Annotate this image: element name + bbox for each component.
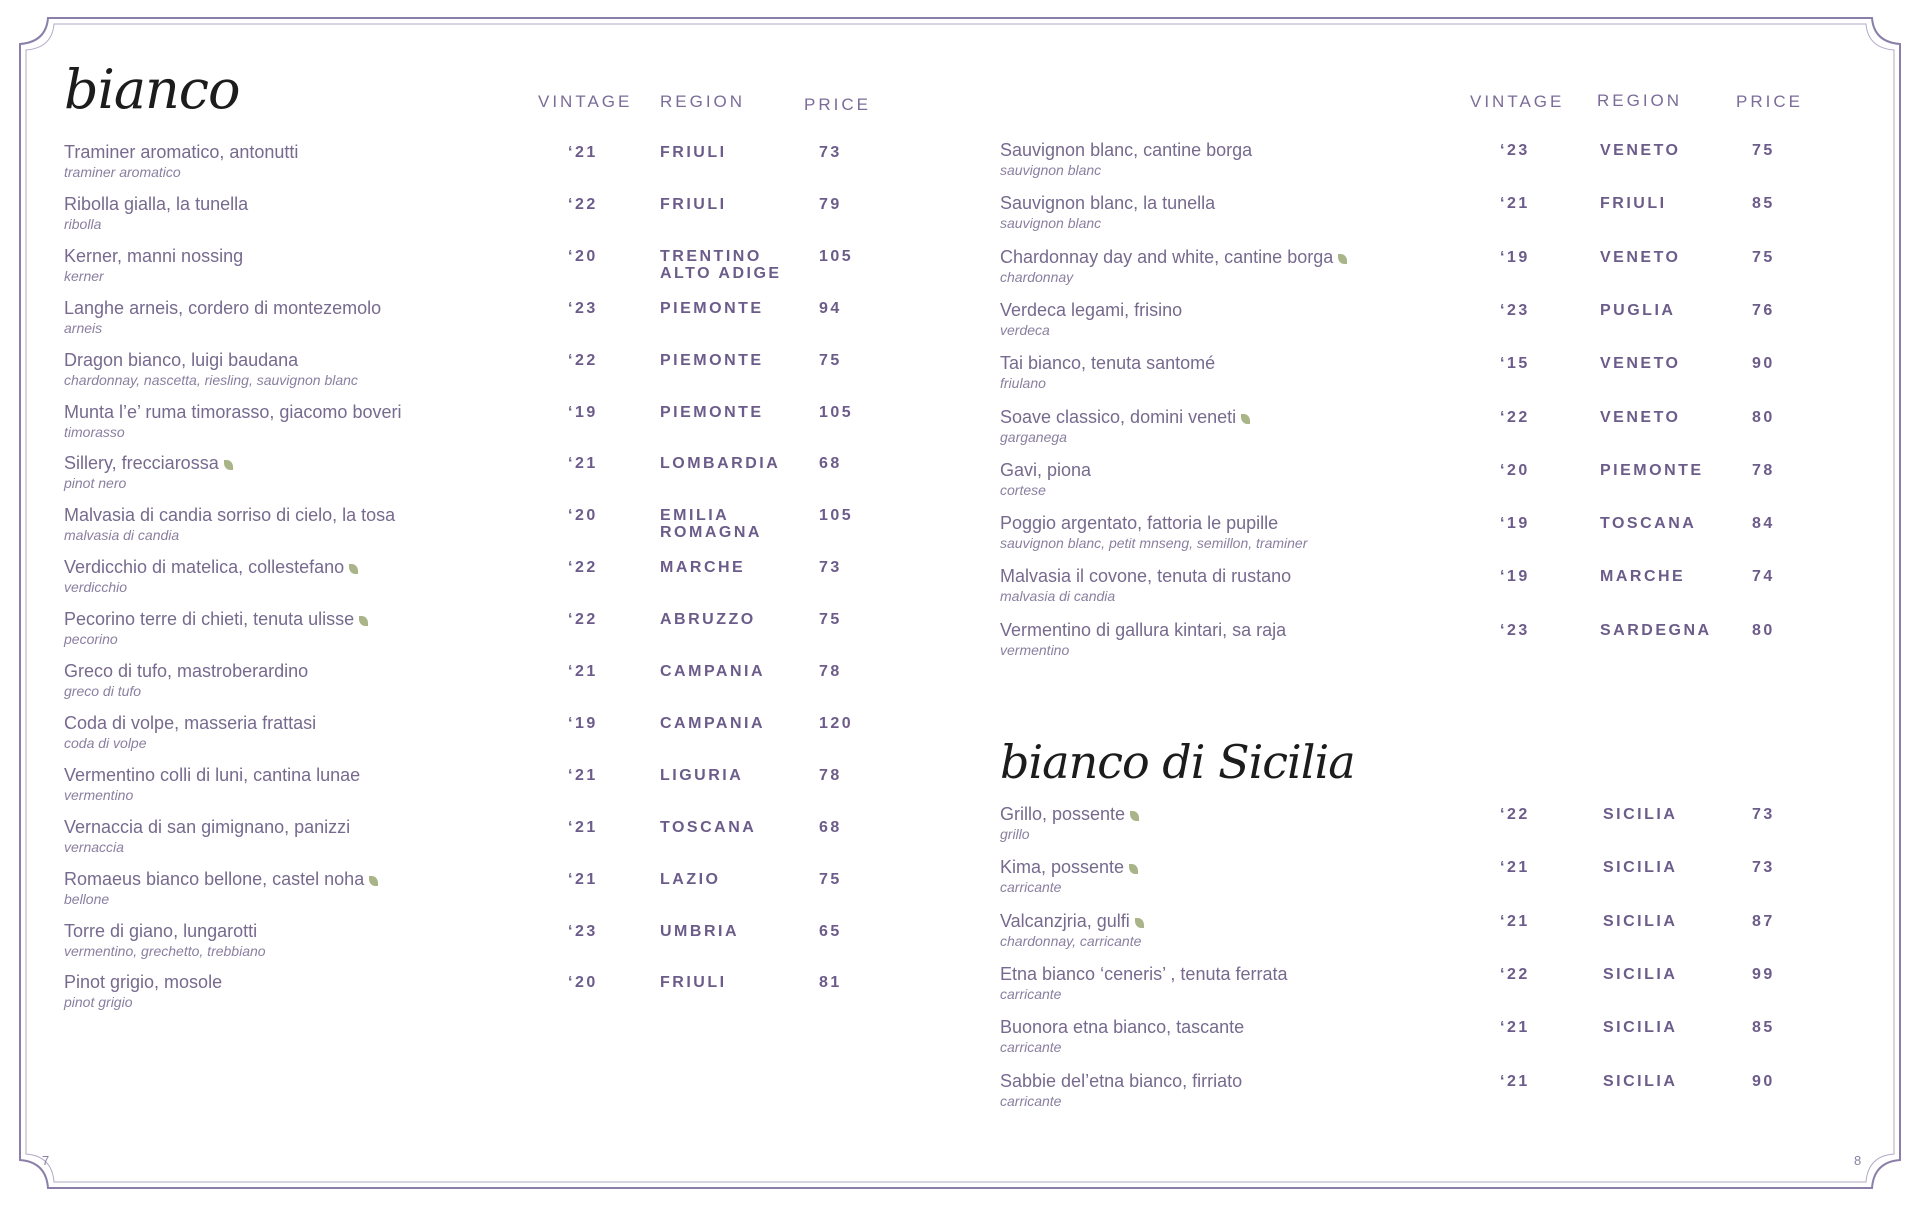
wine-price: 79 — [819, 195, 842, 213]
grape-variety: friulano — [1000, 375, 1046, 392]
wine-row — [1000, 804, 1850, 854]
wine-vintage: ‘19 — [1500, 568, 1530, 586]
wine-row — [1000, 620, 1850, 670]
wine-name-text: Verdeca legami, frisino — [1000, 299, 1183, 320]
wine-name-text: Pecorino terre di chieti, tenuta ulisse — [64, 609, 355, 630]
wine-price: 65 — [819, 922, 842, 940]
wine-row — [64, 246, 904, 296]
wine-vintage: ‘21 — [1500, 195, 1530, 213]
wine-name — [1000, 911, 1144, 932]
wine-name-text: Verdicchio di matelica, collestefano — [64, 557, 345, 578]
wine-vintage: ‘21 — [1500, 1072, 1530, 1090]
wine-name — [1000, 140, 1252, 161]
wine-name-text: Valcanzjria, gulfi — [1000, 910, 1130, 931]
grape-variety: carricante — [1000, 879, 1062, 896]
wine-name — [64, 557, 358, 578]
wine-name — [64, 350, 298, 371]
wine-price: 74 — [1752, 568, 1775, 586]
wine-price: 80 — [1752, 621, 1775, 639]
wine-vintage: ‘21 — [1500, 1019, 1530, 1037]
wine-name — [1000, 247, 1347, 268]
wine-price: 120 — [819, 714, 854, 732]
wine-region: SICILIA — [1603, 806, 1678, 823]
wine-price: 90 — [1752, 1072, 1775, 1090]
wine-row — [64, 765, 904, 815]
wine-name — [64, 609, 368, 630]
wine-region: MARCHE — [1600, 568, 1686, 586]
wine-vintage: ‘21 — [568, 663, 598, 680]
wine-vintage: ‘23 — [1500, 301, 1530, 319]
wine-region: FRIULI — [660, 195, 727, 213]
wine-row — [1000, 911, 1850, 961]
wine-name — [1000, 566, 1291, 587]
grape-variety: grillo — [1000, 826, 1030, 842]
grape-variety: sauvignon blanc — [1000, 215, 1102, 232]
grape-variety: sauvignon blanc, petit mnseng, semillon, traminer — [1000, 535, 1308, 552]
wine-vintage: ‘21 — [568, 818, 598, 836]
wine-name — [1000, 353, 1215, 374]
grape-variety: carricante — [1000, 1039, 1062, 1056]
wine-vintage: ‘23 — [1500, 621, 1530, 639]
leaf-icon — [224, 460, 233, 470]
wine-region: PIEMONTE — [660, 351, 764, 369]
wine-price: 81 — [819, 974, 842, 992]
grape-variety: vermentino — [1000, 641, 1070, 658]
wine-region: PIEMONTE — [660, 403, 764, 421]
wine-name — [1000, 193, 1215, 214]
wine-region: TOSCANA — [660, 818, 757, 836]
wine-row — [1000, 300, 1850, 350]
wine-name — [64, 142, 298, 163]
grape-variety: pecorino — [64, 631, 118, 648]
wine-region: VENETO — [1600, 355, 1681, 373]
wine-name-text: Sauvignon blanc, cantine borga — [1000, 140, 1253, 160]
wine-name — [1000, 620, 1286, 641]
wine-region: SICILIA — [1603, 912, 1678, 930]
wine-vintage: ‘22 — [568, 611, 598, 629]
wine-name-text: Soave classico, domini veneti — [1000, 406, 1237, 427]
wine-row — [64, 921, 904, 971]
wine-region: UMBRIA — [660, 922, 739, 940]
wine-region: VENETO — [1600, 142, 1681, 159]
wine-region: LAZIO — [660, 870, 721, 888]
wine-row — [64, 402, 904, 452]
wine-row — [64, 557, 904, 607]
column-header-region: REGION — [1597, 91, 1683, 110]
wine-vintage: ‘22 — [568, 351, 598, 369]
wine-name-text: Vernaccia di san gimignano, panizzi — [64, 816, 351, 837]
wine-vintage: ‘19 — [568, 714, 598, 732]
wine-name-text: Malvasia il covone, tenuta di rustano — [1000, 566, 1292, 587]
wine-row — [1000, 513, 1850, 563]
wine-vintage: ‘22 — [1500, 806, 1530, 823]
wine-name — [64, 453, 233, 474]
wine-name — [64, 921, 257, 942]
wine-vintage: ‘20 — [1500, 461, 1530, 479]
wine-vintage: ‘21 — [568, 144, 598, 161]
wine-vintage: ‘15 — [1500, 355, 1530, 373]
wine-vintage: ‘19 — [568, 403, 598, 421]
wine-name — [1000, 460, 1091, 481]
wine-row — [1000, 353, 1850, 403]
wine-price: 75 — [819, 611, 842, 629]
wine-name — [1000, 1071, 1242, 1092]
wine-row — [1000, 247, 1850, 297]
wine-region: SARDEGNA — [1600, 621, 1712, 639]
wine-price: 90 — [1752, 355, 1775, 373]
wine-vintage: ‘23 — [1500, 142, 1530, 159]
grape-variety: ribolla — [64, 215, 102, 232]
wine-price: 105 — [819, 247, 854, 265]
wine-row — [64, 194, 904, 244]
wine-name-text: Pinot grigio, mosole — [64, 972, 223, 993]
grape-variety: carricante — [1000, 985, 1062, 1002]
wine-price: 105 — [819, 507, 854, 525]
leaf-icon — [359, 616, 368, 626]
wine-price: 105 — [819, 403, 854, 421]
wine-vintage: ‘22 — [1500, 965, 1530, 983]
wine-price: 84 — [1752, 515, 1775, 533]
leaf-icon — [1135, 918, 1144, 928]
wine-vintage: ‘20 — [568, 974, 598, 992]
wine-vintage: ‘19 — [1500, 248, 1530, 266]
grape-variety: vernaccia — [64, 838, 124, 855]
wine-region: FRIULI — [660, 144, 727, 161]
wine-name-text: Sabbie del’etna bianco, firriato — [1000, 1070, 1243, 1091]
wine-price: 78 — [819, 663, 842, 680]
wine-name-text: Romaeus bianco bellone, castel noha — [64, 868, 365, 889]
grape-variety: vermentino, grechetto, trebbiano — [64, 942, 266, 959]
wine-price: 87 — [1752, 912, 1775, 930]
grape-variety: malvasia di candia — [64, 527, 180, 544]
leaf-icon — [369, 876, 378, 886]
grape-variety: carricante — [1000, 1092, 1062, 1109]
wine-name-text: Kerner, manni nossing — [64, 245, 244, 266]
wine-name-text: Langhe arneis, cordero di montezemolo — [64, 297, 382, 318]
leaf-icon — [1241, 414, 1250, 424]
grape-variety: arneis — [64, 319, 103, 336]
wine-price: 85 — [1752, 195, 1775, 213]
wine-name-text: Munta l’e’ ruma timorasso, giacomo boveri — [64, 401, 402, 422]
wine-name — [64, 194, 248, 215]
wine-region: TOSCANA — [1600, 515, 1697, 533]
leaf-icon — [349, 564, 358, 574]
wine-name-text: Grillo, possente — [1000, 804, 1126, 824]
section-title-bianco-di-sicilia: bianco di Sicilia — [1000, 735, 1355, 789]
wine-name — [1000, 407, 1250, 428]
wine-name-text: Vermentino colli di luni, cantina lunae — [64, 764, 361, 785]
page-number: 7 — [42, 1153, 50, 1168]
wine-region: PUGLIA — [1600, 301, 1676, 319]
wine-name-text: Kima, possente — [1000, 857, 1125, 878]
wine-name — [64, 869, 378, 890]
grape-variety: cortese — [1000, 481, 1046, 498]
column-header-price: PRICE — [804, 95, 871, 114]
leaf-icon — [1338, 254, 1347, 264]
wine-name-text: Malvasia di candia sorriso di cielo, la tosa — [64, 505, 396, 526]
wine-row — [64, 817, 904, 867]
leaf-icon — [1129, 864, 1138, 874]
wine-vintage: ‘22 — [568, 559, 598, 577]
grape-variety: chardonnay — [1000, 268, 1074, 285]
wine-name-text: Vermentino di gallura kintari, sa raja — [1000, 619, 1287, 640]
grape-variety: vermentino — [64, 786, 134, 803]
wine-row — [64, 350, 904, 400]
grape-variety: sauvignon blanc — [1000, 162, 1102, 178]
wine-name-text: Buonora etna bianco, tascante — [1000, 1017, 1245, 1038]
grape-variety: verdicchio — [64, 579, 128, 596]
wine-vintage: ‘20 — [568, 507, 598, 525]
grape-variety: bellone — [64, 890, 110, 907]
wine-region: SICILIA — [1603, 1019, 1678, 1037]
wine-price: 94 — [819, 299, 842, 317]
wine-price: 75 — [1752, 142, 1775, 159]
wine-vintage: ‘21 — [568, 766, 598, 784]
wine-price: 68 — [819, 455, 842, 473]
grape-variety: verdeca — [1000, 321, 1050, 338]
wine-region: SICILIA — [1603, 965, 1678, 983]
wine-vintage: ‘21 — [568, 870, 598, 888]
wine-row — [64, 505, 904, 555]
wine-row — [64, 972, 904, 1022]
wine-row — [1000, 460, 1850, 510]
wine-vintage: ‘21 — [1500, 912, 1530, 930]
page-number: 8 — [1854, 1153, 1862, 1168]
wine-name — [64, 402, 401, 423]
wine-name — [64, 972, 222, 993]
wine-price: 99 — [1752, 965, 1775, 983]
wine-region: SICILIA — [1603, 1072, 1678, 1090]
grape-variety: coda di volpe — [64, 734, 147, 751]
column-header-region: REGION — [660, 92, 746, 111]
wine-row — [64, 609, 904, 659]
wine-name — [64, 298, 381, 319]
wine-row — [1000, 1071, 1850, 1121]
column-header-vintage: VINTAGE — [1470, 92, 1565, 111]
wine-region: MARCHE — [660, 559, 746, 577]
wine-row — [1000, 857, 1850, 907]
wine-name-text: Ribolla gialla, la tunella — [64, 193, 249, 214]
wine-name — [1000, 513, 1278, 534]
wine-region: EMILIA ROMAGNA — [660, 507, 762, 542]
grape-variety: malvasia di candia — [1000, 588, 1116, 605]
column-header-price: PRICE — [1736, 92, 1803, 111]
wine-price: 73 — [819, 559, 842, 577]
wine-name — [1000, 964, 1288, 985]
left-page — [42, 0, 904, 1209]
wine-row — [1000, 1017, 1850, 1067]
wine-region: ABRUZZO — [660, 611, 756, 629]
wine-name-text: Chardonnay day and white, cantine borga — [1000, 246, 1334, 267]
wine-name-text: Dragon bianco, luigi baudana — [64, 349, 299, 370]
grape-variety: greco di tufo — [64, 683, 142, 699]
wine-name-text: Sillery, frecciarossa — [64, 453, 219, 474]
wine-row — [1000, 193, 1850, 243]
wine-price: 78 — [1752, 461, 1775, 479]
wine-price: 73 — [819, 144, 842, 161]
wine-row — [1000, 964, 1850, 1014]
wine-name-text: Tai bianco, tenuta santomé — [1000, 353, 1216, 374]
wine-region: CAMPANIA — [660, 663, 766, 680]
wine-name — [1000, 804, 1139, 825]
wine-name — [64, 713, 316, 734]
grape-variety: traminer aromatico — [64, 164, 181, 180]
wine-vintage: ‘23 — [568, 299, 598, 317]
wine-vintage: ‘21 — [1500, 859, 1530, 877]
wine-region: LIGURIA — [660, 766, 744, 784]
wine-region: CAMPANIA — [660, 714, 766, 732]
wine-region: VENETO — [1600, 248, 1681, 266]
wine-name — [64, 246, 243, 267]
wine-vintage: ‘21 — [568, 455, 598, 473]
wine-price: 75 — [819, 870, 842, 888]
wine-row — [1000, 407, 1850, 457]
wine-vintage: ‘19 — [1500, 515, 1530, 533]
wine-name-text: Gavi, piona — [1000, 459, 1092, 480]
wine-region: VENETO — [1600, 408, 1681, 426]
wine-price: 73 — [1752, 806, 1775, 823]
wine-vintage: ‘22 — [1500, 408, 1530, 426]
section-title-bianco: bianco — [64, 58, 240, 121]
wine-price: 80 — [1752, 408, 1775, 426]
wine-vintage: ‘23 — [568, 922, 598, 940]
wine-price: 68 — [819, 818, 842, 836]
wine-region: LOMBARDIA — [660, 455, 781, 473]
wine-row — [1000, 140, 1850, 190]
wine-vintage: ‘20 — [568, 247, 598, 265]
wine-name-text: Torre di giano, lungarotti — [64, 920, 258, 941]
grape-variety: chardonnay, nascetta, riesling, sauvignon blanc — [64, 371, 358, 388]
wine-price: 76 — [1752, 301, 1775, 319]
wine-name — [1000, 1017, 1244, 1038]
grape-variety: pinot nero — [64, 475, 127, 492]
wine-price: 85 — [1752, 1019, 1775, 1037]
wine-name-text: Sauvignon blanc, la tunella — [1000, 193, 1216, 214]
wine-region: FRIULI — [660, 974, 727, 992]
wine-region: TRENTINO ALTO ADIGE — [660, 247, 782, 282]
wine-row — [64, 869, 904, 919]
wine-name — [64, 661, 308, 682]
wine-name — [64, 505, 395, 526]
wine-row — [64, 453, 904, 503]
right-page — [1000, 0, 1862, 1209]
wine-name-text: Traminer aromatico, antonutti — [64, 142, 299, 162]
wine-name-text: Greco di tufo, mastroberardino — [64, 661, 309, 681]
wine-row — [1000, 566, 1850, 616]
wine-name — [1000, 857, 1138, 878]
wine-region: PIEMONTE — [1600, 461, 1704, 479]
wine-region: SICILIA — [1603, 859, 1678, 877]
wine-price: 75 — [1752, 248, 1775, 266]
wine-name — [64, 765, 360, 786]
wine-price: 78 — [819, 766, 842, 784]
wine-row — [64, 298, 904, 348]
wine-price: 73 — [1752, 859, 1775, 877]
wine-region: PIEMONTE — [660, 299, 764, 317]
wine-name-text: Etna bianco ‘ceneris’ , tenuta ferrata — [1000, 963, 1288, 984]
wine-name-text: Coda di volpe, masseria frattasi — [64, 712, 317, 733]
wine-row — [64, 713, 904, 763]
grape-variety: timorasso — [64, 423, 125, 440]
grape-variety: garganega — [1000, 428, 1067, 445]
wine-name-text: Poggio argentato, fattoria le pupille — [1000, 513, 1279, 534]
leaf-icon — [1130, 811, 1139, 821]
grape-variety: chardonnay, carricante — [1000, 932, 1142, 949]
column-header-vintage: VINTAGE — [538, 92, 633, 111]
wine-region: FRIULI — [1600, 195, 1667, 213]
grape-variety: kerner — [64, 267, 104, 284]
wine-row — [64, 661, 904, 711]
wine-vintage: ‘22 — [568, 195, 598, 213]
wine-name — [1000, 300, 1182, 321]
wine-row — [64, 142, 904, 192]
wine-name — [64, 817, 350, 838]
wine-price: 75 — [819, 351, 842, 369]
grape-variety: pinot grigio — [64, 994, 133, 1011]
